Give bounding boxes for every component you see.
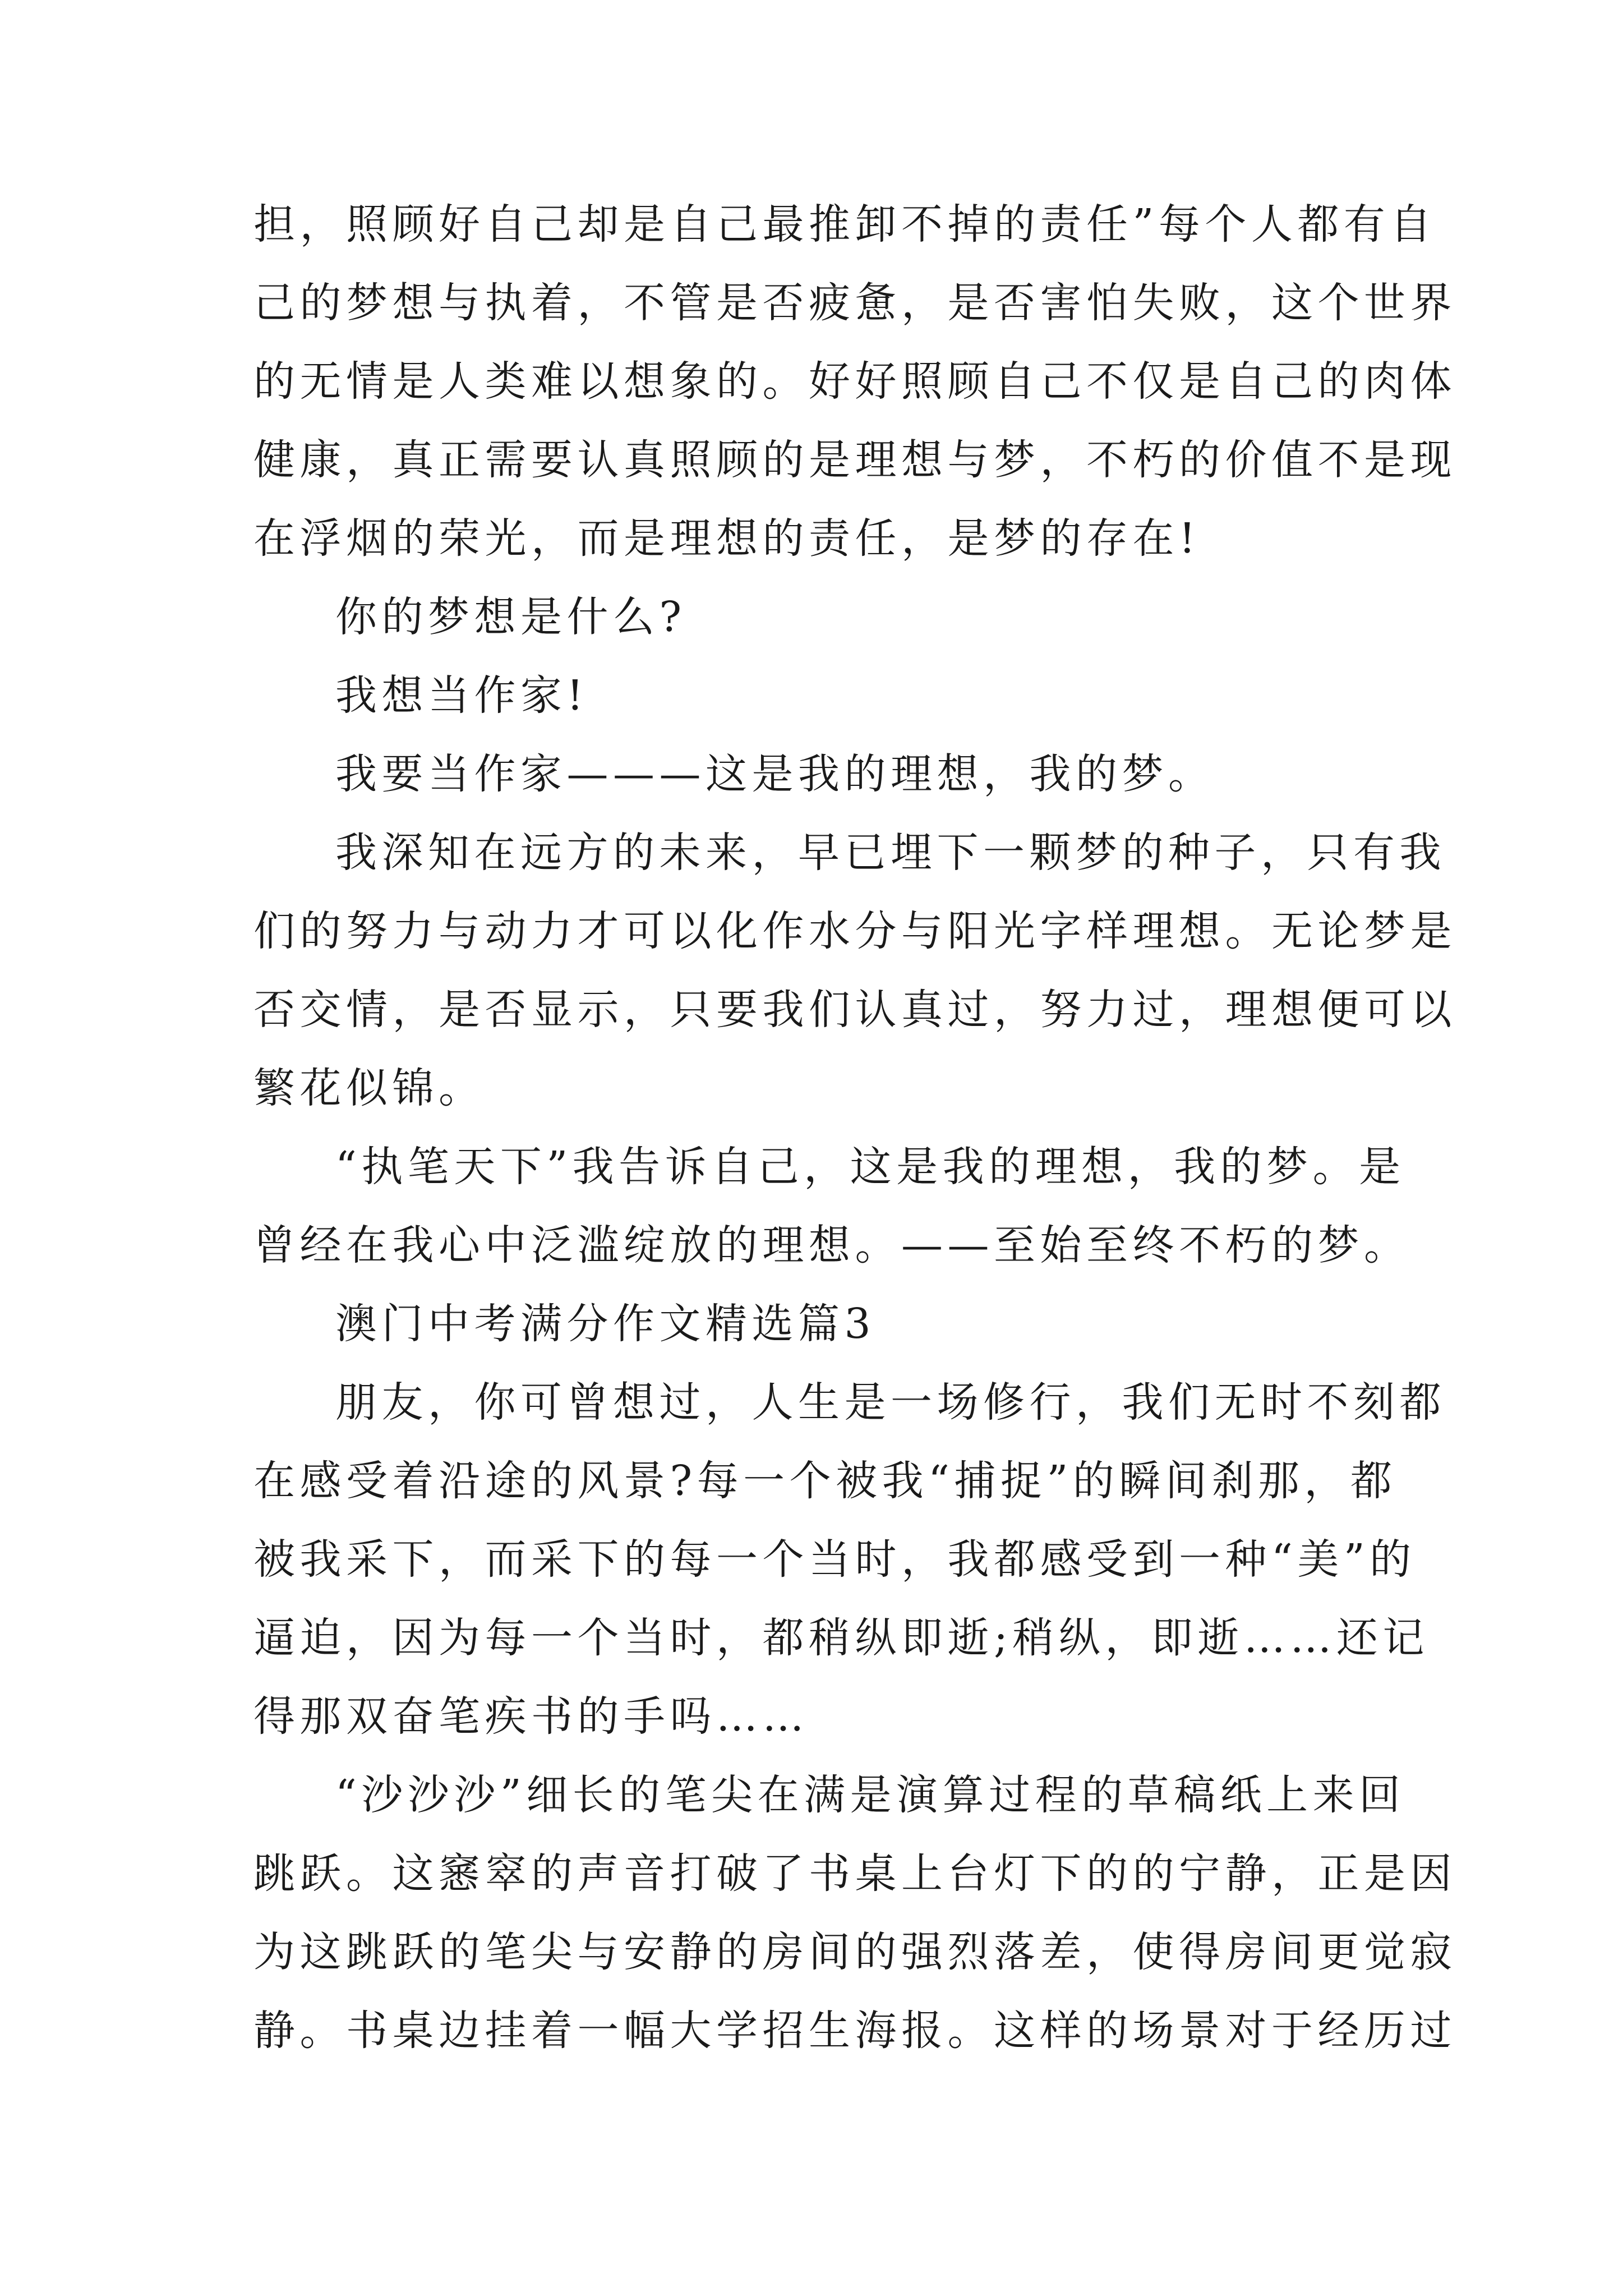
text-line: 跳跃。这窸窣的声音打破了书桌上台灯下的的宁静，正是因 [253, 1849, 1456, 1898]
text-line: 的无情是人类难以想象的。好好照顾自己不仅是自己的肉体 [253, 357, 1456, 406]
text-line: “执笔天下”我告诉自己，这是我的理想，我的梦。是 [335, 1143, 1405, 1191]
text-line: 在浮烟的荣光，而是理想的责任，是梦的存在! [253, 514, 1201, 563]
text-line: 曾经在我心中泛滥绽放的理想。——至始至终不朽的梦。 [253, 1221, 1410, 1269]
text-line: 们的努力与动力才可以化作水分与阳光字样理想。无论梦是 [253, 907, 1456, 955]
text-line: 你的梦想是什么? [335, 593, 686, 641]
text-line: 繁花似锦。 [253, 1064, 485, 1112]
text-line: 在感受着沿途的风景?每一个被我“捕捉”的瞬间刹那，都 [253, 1457, 1397, 1505]
text-line: 我深知在远方的未来，早已埋下一颗梦的种子，只有我 [335, 829, 1446, 877]
text-line: 己的梦想与执着，不管是否疲惫，是否害怕失败，这个世界 [253, 279, 1456, 327]
text-line: 我要当作家———这是我的理想，我的梦。 [335, 750, 1215, 798]
text-line: 为这跳跃的笔尖与安静的房间的强烈落差，使得房间更觉寂 [253, 1928, 1456, 1976]
text-line: 否交情，是否显示，只要我们认真过，努力过，理想便可以 [253, 986, 1456, 1034]
text-line: 朋友，你可曾想过，人生是一场修行，我们无时不刻都 [335, 1378, 1446, 1427]
text-line: 我想当作家! [335, 671, 588, 720]
text-line: 健康，真正需要认真照顾的是理想与梦，不朽的价值不是现 [253, 436, 1456, 484]
text-line: 逼迫，因为每一个当时，都稍纵即逝;稍纵，即逝……还记 [253, 1614, 1429, 1662]
text-line: 静。书桌边挂着一幅大学招生海报。这样的场景对于经历过 [253, 2007, 1456, 2055]
text-line: 担，照顾好自己却是自己最推卸不掉的责任”每个人都有自 [253, 200, 1436, 249]
text-line: 被我采下，而采下的每一个当时，我都感受到一种“美”的 [253, 1535, 1416, 1584]
text-line: “沙沙沙”细长的笔尖在满是演算过程的草稿纸上来回 [335, 1771, 1405, 1819]
section-heading: 澳门中考满分作文精选篇3 [335, 1300, 876, 1348]
text-line: 得那双奋笔疾书的手吗…… [253, 1692, 809, 1741]
